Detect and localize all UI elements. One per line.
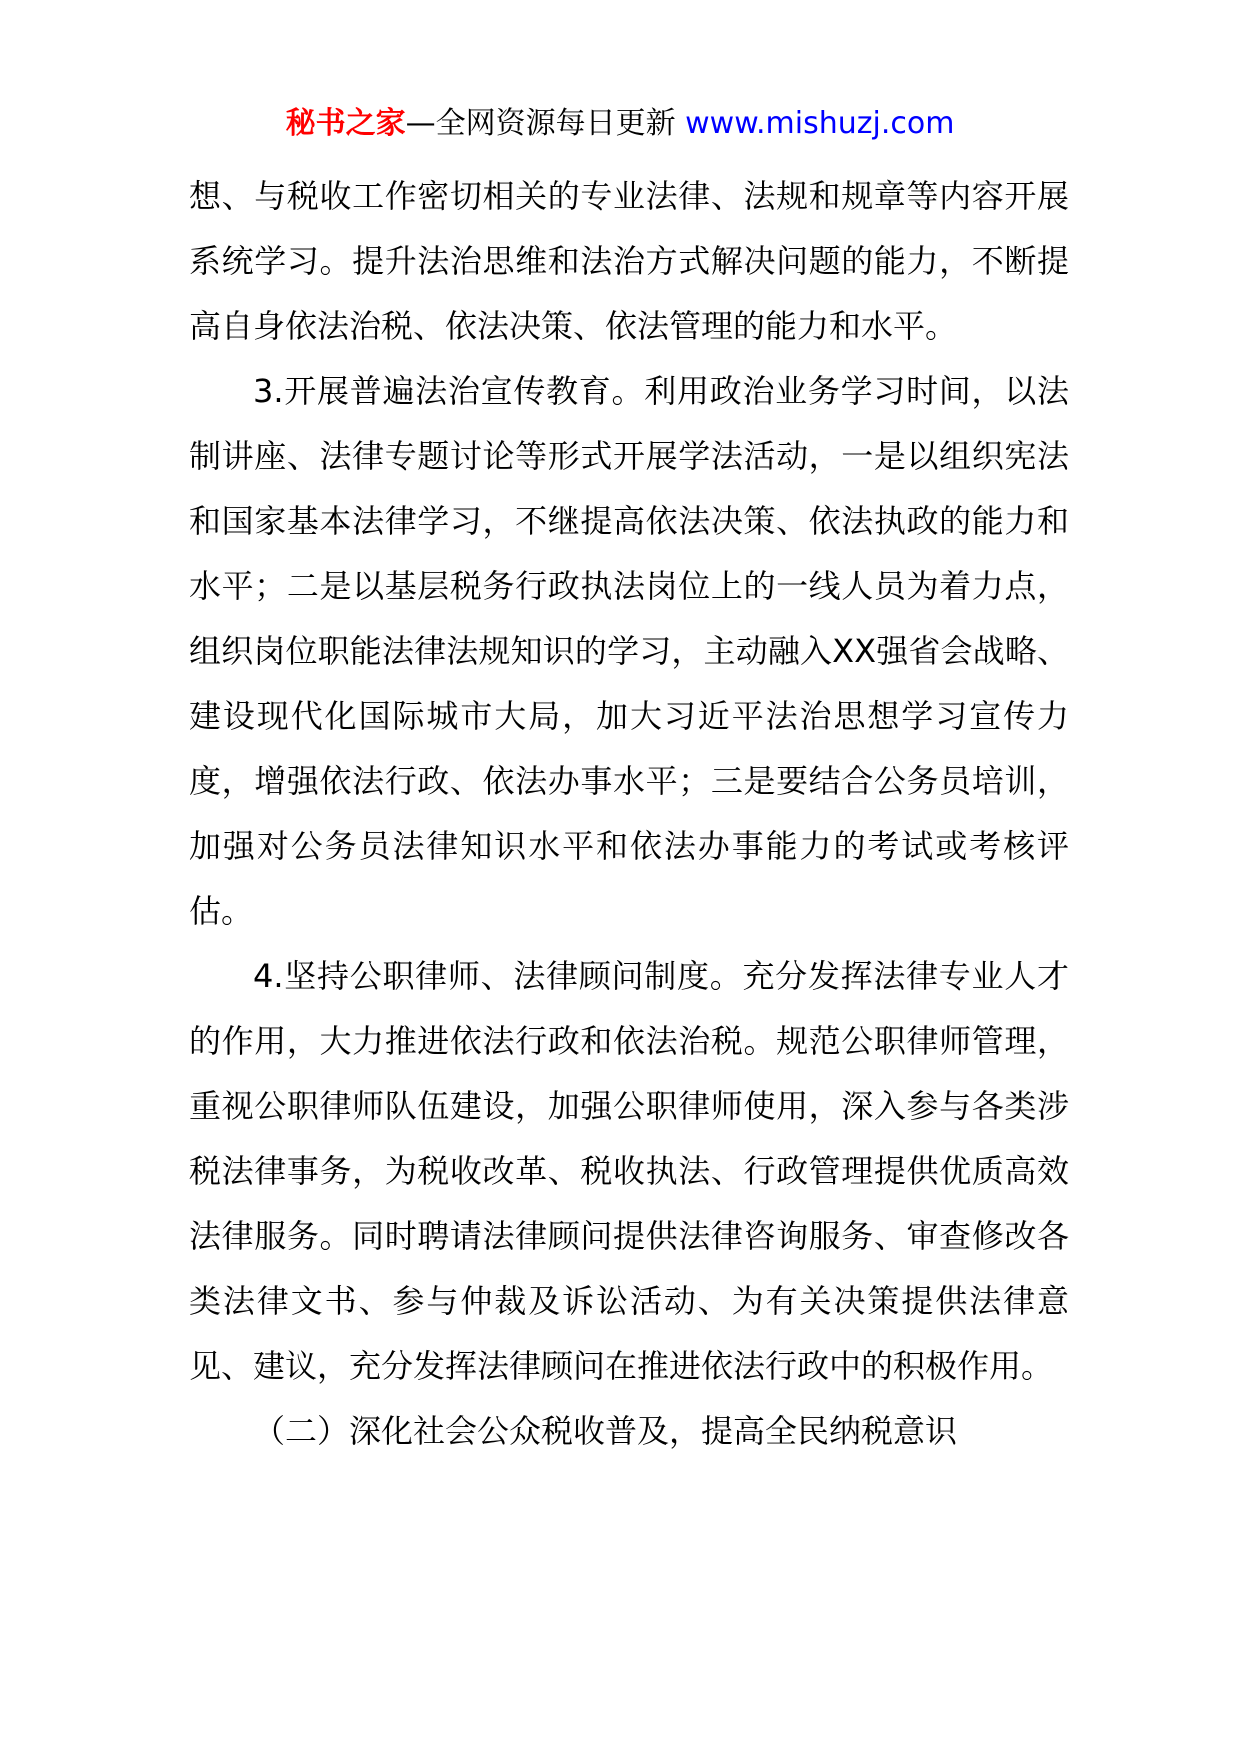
site-header bbox=[0, 103, 1240, 145]
brand-name: 秘书之家 bbox=[285, 106, 406, 141]
site-url-link[interactable]: www.mishuzj.com bbox=[685, 106, 955, 141]
paragraph-item-4: 4.坚持公职律师、法律顾问制度。充分发挥法律专业人才的作用，大力推进依法行政和依法治税。规范公职律师管理，重视公职律师队伍建设，加强公职律师使用，深入参与各类涉税法律事务，为税收改革、税收执法、行政管理提供优质高效法律服务。同时聘请法律顾问提供法律咨询服务、审查修改各类法律文书、参与仲裁及诉讼活动、为有关决策提供法律意见、建议，充分发挥法律顾问在推进依法行政中的积极作用。 bbox=[189, 957, 1069, 1385]
section-heading-2: （二）深化社会公众税收普及，提高全民纳税意识 bbox=[253, 1412, 958, 1450]
document-body bbox=[189, 164, 1069, 1464]
paragraph-item-3: 3.开展普遍法治宣传教育。利用政治业务学习时间，以法制讲座、法律专题讨论等形式开展学法活动，一是以组织宪法和国家基本法律学习，不继提高依法决策、依法执政的能力和水平；二是以基层税务行政执法岗位上的一线人员为着力点，组织岗位职能法律法规知识的学习，主动融入XX强省会战略、建设现代化国际城市大局，加大习近平法治思想学习宣传力度，增强依法行政、依法办事水平；三是要结合公务员培训，加强对公务员法律知识水平和依法办事能力的考试或考核评估。 bbox=[189, 372, 1069, 930]
paragraph-continuation: 想、与税收工作密切相关的专业法律、法规和规章等内容开展系统学习。提升法治思维和法治方式解决问题的能力，不断提高自身依法治税、依法决策、依法管理的能力和水平。 bbox=[189, 177, 1069, 345]
header-tagline: —全网资源每日更新 bbox=[405, 106, 686, 141]
